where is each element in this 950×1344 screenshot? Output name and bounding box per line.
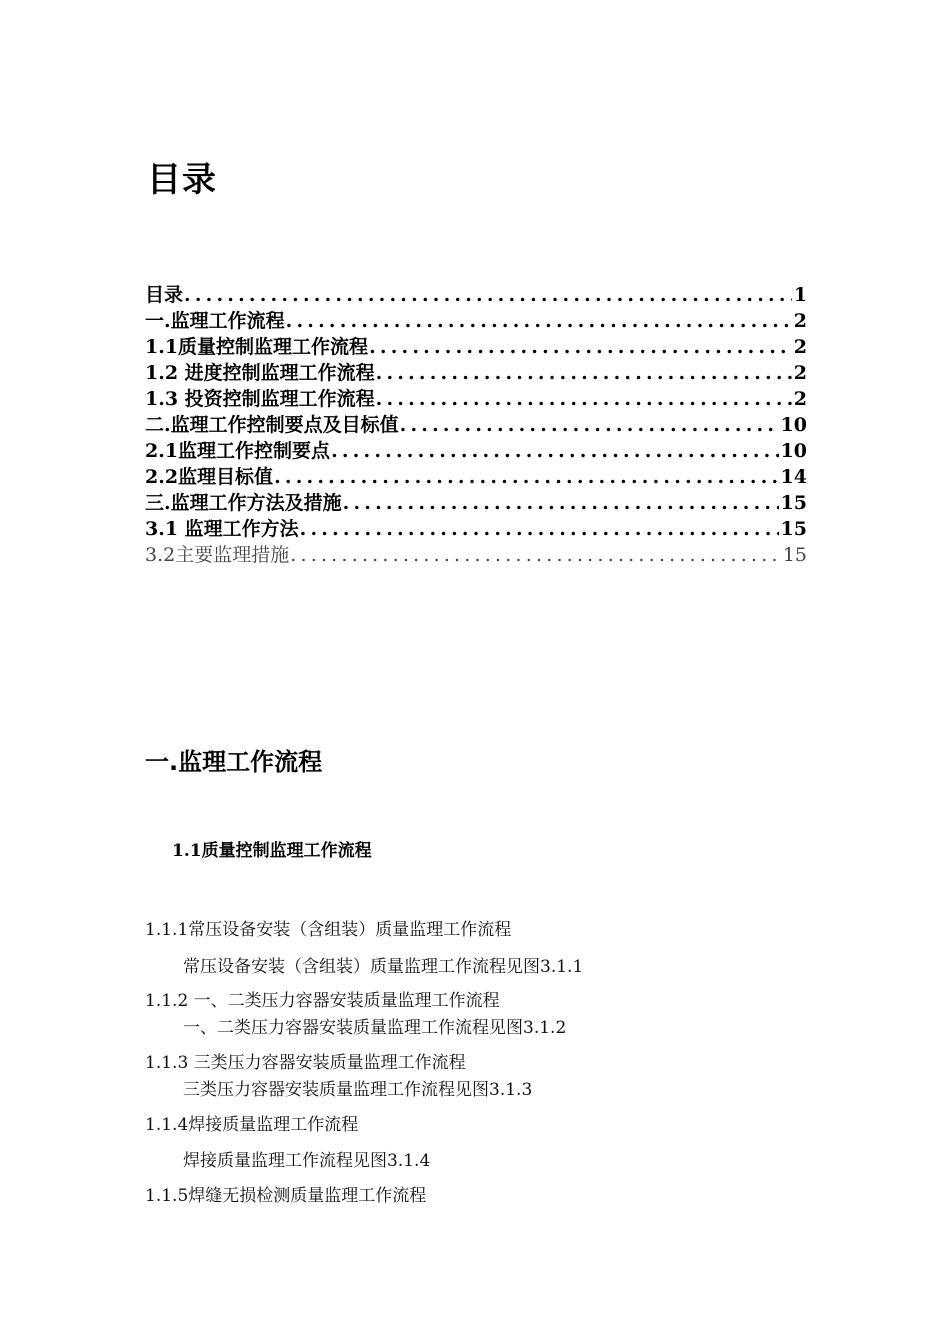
toc-entry-page: 15 [780,492,807,514]
toc-entry[interactable] [145,282,807,308]
toc-entry-label: 3.2主要监理措施 [145,544,290,566]
body-text-line: 焊接质量监理工作流程见图3.1.4 [183,1151,431,1171]
toc-entry[interactable] [145,490,807,516]
subsection-heading: 1.1质量控制监理工作流程 [172,841,372,861]
toc-leader-dots [375,360,792,386]
toc-leader-dots [289,542,781,568]
section-heading: 一.监理工作流程 [145,748,323,776]
toc-entry-page: 15 [780,518,807,540]
toc-entry[interactable] [145,516,807,542]
toc-entry[interactable] [145,542,807,568]
body-text-line: 三类压力容器安装质量监理工作流程见图3.1.3 [183,1080,533,1100]
toc-entry-label: 1.1质量控制监理工作流程 [145,336,369,358]
body-heading-line: 1.1.2 一、二类压力容器安装质量监理工作流程 [145,991,500,1011]
toc-entry-page: 2 [793,310,807,332]
toc-entry[interactable] [145,334,807,360]
toc-entry-page: 2 [793,336,807,358]
toc-leader-dots [342,490,779,516]
toc-entry-page: 10 [780,414,807,436]
toc-entry-label: 二.监理工作控制要点及目标值 [145,414,399,436]
toc-leader-dots [375,386,792,412]
toc-leader-dots [399,412,779,438]
body-text-line: 一、二类压力容器安装质量监理工作流程见图3.1.2 [183,1018,567,1038]
toc-entry-label: 1.3 投资控制监理工作流程 [145,388,375,410]
toc-entry-page: 2 [793,388,807,410]
toc-entry-label: 一.监理工作流程 [145,310,285,332]
toc-leader-dots [183,282,792,308]
body-heading-line: 1.1.3 三类压力容器安装质量监理工作流程 [145,1053,466,1073]
document-title: 目录 [147,160,217,200]
toc-entry-label: 三.监理工作方法及措施 [145,492,342,514]
toc-entry-label: 2.1监理工作控制要点 [145,440,331,462]
toc-leader-dots [273,464,778,490]
body-heading-line: 1.1.1常压设备安装（含组装）质量监理工作流程 [145,920,512,940]
toc-entry-page: 1 [793,284,807,306]
toc-entry[interactable] [145,464,807,490]
toc-leader-dots [299,516,779,542]
body-text-line: 常压设备安装（含组装）质量监理工作流程见图3.1.1 [183,957,584,977]
toc-entry-label: 2.2监理目标值 [145,466,274,488]
toc-entry-page: 2 [793,362,807,384]
toc-entry[interactable] [145,412,807,438]
toc-entry-page: 14 [780,466,807,488]
body-heading-line: 1.1.5焊缝无损检测质量监理工作流程 [145,1186,427,1206]
toc-leader-dots [368,334,792,360]
toc-entry-label: 目录 [145,284,184,306]
toc-leader-dots [285,308,792,334]
body-heading-line: 1.1.4焊接质量监理工作流程 [145,1115,359,1135]
toc-entry-label: 3.1 监理工作方法 [145,518,299,540]
table-of-contents [145,282,807,568]
toc-entry-page: 15 [782,544,807,566]
toc-entry[interactable] [145,308,807,334]
toc-leader-dots [330,438,778,464]
toc-entry[interactable] [145,386,807,412]
toc-entry-label: 1.2 进度控制监理工作流程 [145,362,375,384]
toc-entry[interactable] [145,360,807,386]
toc-entry-page: 10 [780,440,807,462]
toc-entry[interactable] [145,438,807,464]
